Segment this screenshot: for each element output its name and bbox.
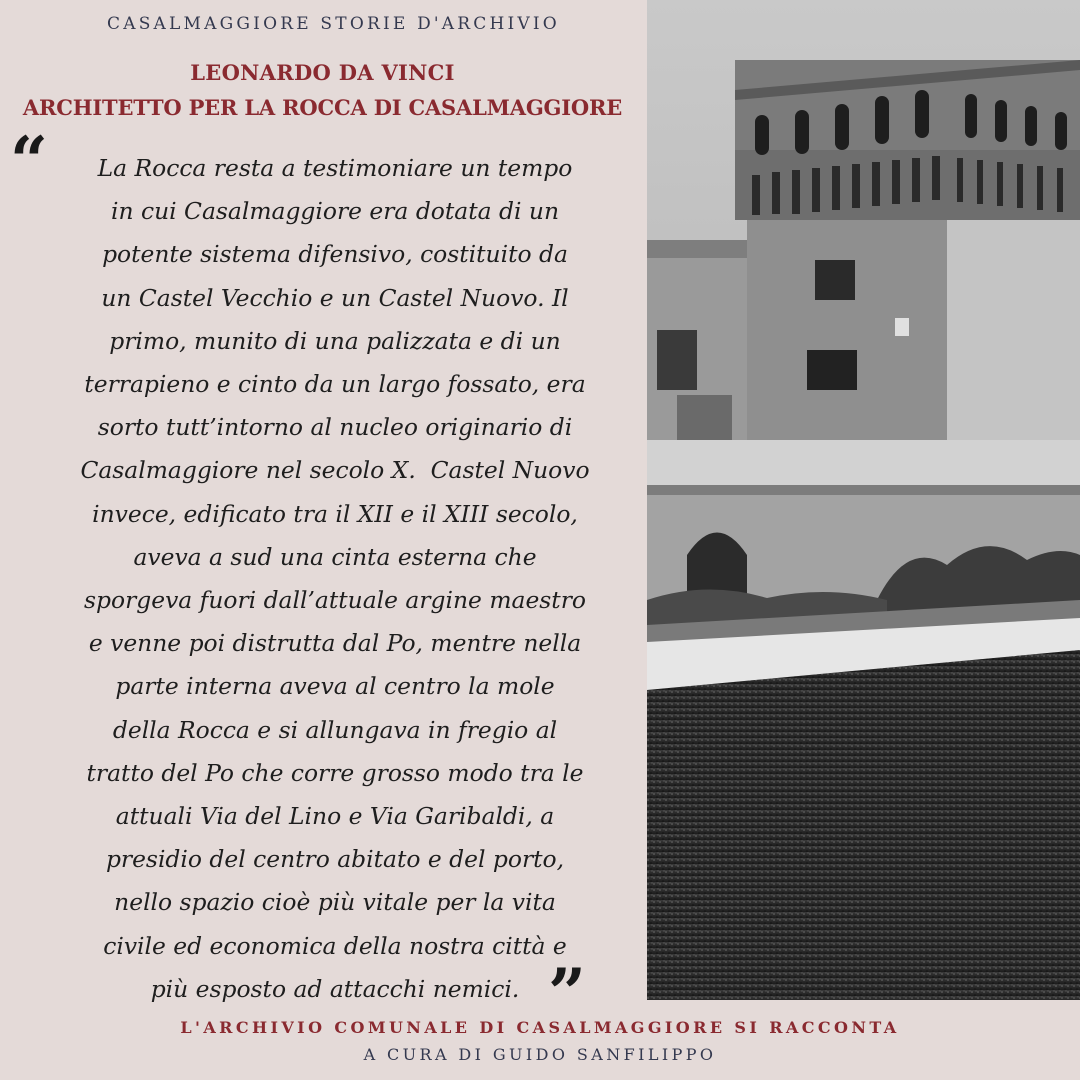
open-quote-icon: “: [10, 122, 48, 200]
quote-line: e venne poi distrutta dal Po, mentre nella: [88, 629, 582, 658]
quote-text: [30, 147, 640, 1011]
quote-line: attuali Via del Lino e Via Garibaldi, a: [115, 802, 555, 831]
quote-line: un Castel Vecchio e un Castel Nuovo. Il: [101, 283, 569, 312]
page-subtitle: ARCHITETTO PER LA ROCCA DI CASALMAGGIORE: [22, 95, 623, 120]
page-title: LEONARDO DA VINCI: [190, 60, 455, 85]
quote-line: potente sistema difensivo, costituito da: [102, 240, 568, 269]
quote-line: aveva a sud una cinta esterna che: [133, 542, 537, 571]
quote-line: tratto del Po che corre grosso modo tra le: [86, 758, 584, 787]
quote-line: Casalmaggiore nel secolo X. Castel Nuovo: [80, 456, 590, 485]
quote-line: sporgeva fuori dall’attuale argine maestro: [84, 586, 586, 615]
quote-line: nello spazio cioè più vitale per la vita: [114, 888, 556, 917]
quote-line: terrapieno e cinto da un largo fossato, era: [84, 370, 586, 399]
quote-line: primo, munito di una palizzata e di un: [109, 326, 561, 355]
quote-line: sorto tutt’intorno al nucleo originario di: [97, 413, 573, 442]
quote-line: invece, edificato tra il XII e il XIII secolo,: [92, 499, 578, 528]
quote-line: parte interna aveva al centro la mole: [115, 672, 555, 701]
rocca-photo: [647, 0, 1080, 1000]
close-quote-icon: ”: [548, 954, 586, 1032]
quote-line: presidio del centro abitato e del porto,: [105, 845, 565, 874]
footer-curator-line: A CURA DI GUIDO SANFILIPPO: [363, 1045, 717, 1064]
quote-line: civile ed economica della nostra città e: [103, 931, 567, 960]
quote-line: in cui Casalmaggiore era dotata di un: [110, 197, 560, 226]
quote-line: della Rocca e si allungava in fregio al: [112, 715, 558, 744]
series-title: CASALMAGGIORE STORIE D'ARCHIVIO: [107, 14, 560, 34]
quote-line: più esposto ad attacchi nemici.: [150, 974, 520, 1003]
quote-line: La Rocca resta a testimoniare un tempo: [97, 154, 573, 182]
footer-archive-line: L'ARCHIVIO COMUNALE DI CASALMAGGIORE SI RACCONTA: [180, 1018, 900, 1037]
